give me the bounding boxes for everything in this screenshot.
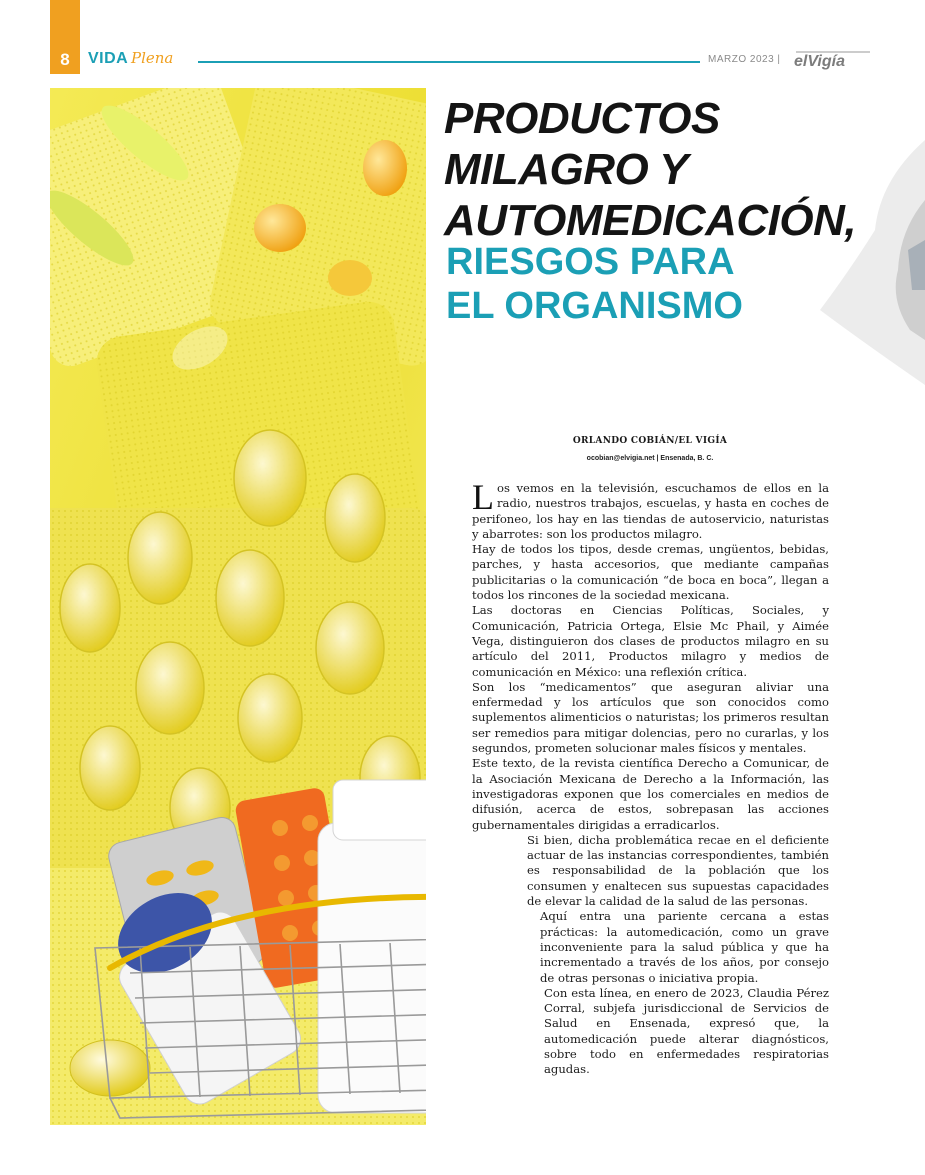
article-headline [444, 93, 914, 246]
paragraph: Las doctoras en Ciencias Políticas, Sociales, y Comunicación, Patricia Ortega, Elsie Mc Phail, y Aimée Vega, distinguieron dos clases de productos milagro en su artículo del 2011, Productos milagro y medios de comunicación en México: una reflexión crítica. [472, 603, 829, 679]
paragraph: Aquí entra una pariente cercana a estas prácticas: la automedicación, como un grave inconveniente para la salud pública y que ha incrementado a través de los años, por consejo de otras personas o iniciativa propia. [540, 909, 829, 985]
author-byline: ORLANDO COBIÁN/EL VIGÍA [572, 436, 728, 446]
headline-line: AUTOMEDICACIÓN, [444, 196, 857, 245]
paragraph: Son los “medicamentos” que aseguran aliviar una enfermedad y los artículos que son conocidos como suplementos alimenticios o naturistas; los primeros resultan ser remedios para mitigar dolencias, pero no curarlas, y los segundos, prometen solucionar males físicos y mentales. [472, 679, 829, 756]
subheadline-line: EL ORGANISMO [446, 285, 743, 327]
drop-cap: L [472, 477, 494, 517]
svg-text:elVigía: elVigía [794, 53, 845, 70]
subheadline-line: RIESGOS PARA [446, 241, 735, 283]
headline-line: MILAGRO Y [444, 145, 689, 194]
section-title-script: Plena [131, 49, 174, 67]
section-title: VIDA [88, 50, 129, 67]
headline-line: PRODUCTOS [444, 94, 720, 143]
paragraph: Con esta línea, en enero de 2023, Claudia Pérez Corral, subjefa jurisdiccional de Servicios de Salud en Ensenada, expresó que, la automedicación puede alterar diagnósticos, sobre todo en enfermedades respiratorias agudas. [544, 985, 829, 1077]
issue-date: MARZO 2023 | [708, 54, 781, 65]
paragraph: Hay de todos los tipos, desde cremas, ungüentos, bebidas, parches, y hasta accesorios, que mediante campañas publicitarias o la comunicación “de boca en boca”, llegan a todos los rincones de la sociedad mexicana. [472, 542, 829, 603]
paragraph: Este texto, de la revista científica Derecho a Comunicar, de la Asociación Mexicana de Derecho a la Información, las investigadoras exponen que los comerciales en medios de difusión, acerca de estos, sobrepasan las acciones gubernamentales dirigidas a erradicarlos. [472, 756, 829, 832]
hero-image-medicine-basket [50, 88, 426, 1125]
article-body [472, 477, 829, 1078]
paragraph: Los vemos en la televisión, escuchamos de ellos en la radio, nuestros trabajos, escuelas, y hasta en coches de perifoneo, los hay en las tiendas de autoservicio, naturistas y abarrotes: son los productos milagro. [472, 477, 829, 541]
el-vigia-logo [790, 49, 872, 71]
article-subheadline [446, 240, 916, 328]
author-contact: ocobian@elvigia.net | Ensenada, B. C. [586, 455, 714, 462]
header-divider [198, 61, 700, 63]
page-number: 8 [60, 50, 70, 69]
paragraph: Si bien, dicha problemática recae en el deficiente actuar de las instancias correspondientes, también es responsabilidad de la población que los consumen y enaltecen sus supuestas capacidades de elevar la calidad de la salud de las personas. [527, 832, 829, 909]
